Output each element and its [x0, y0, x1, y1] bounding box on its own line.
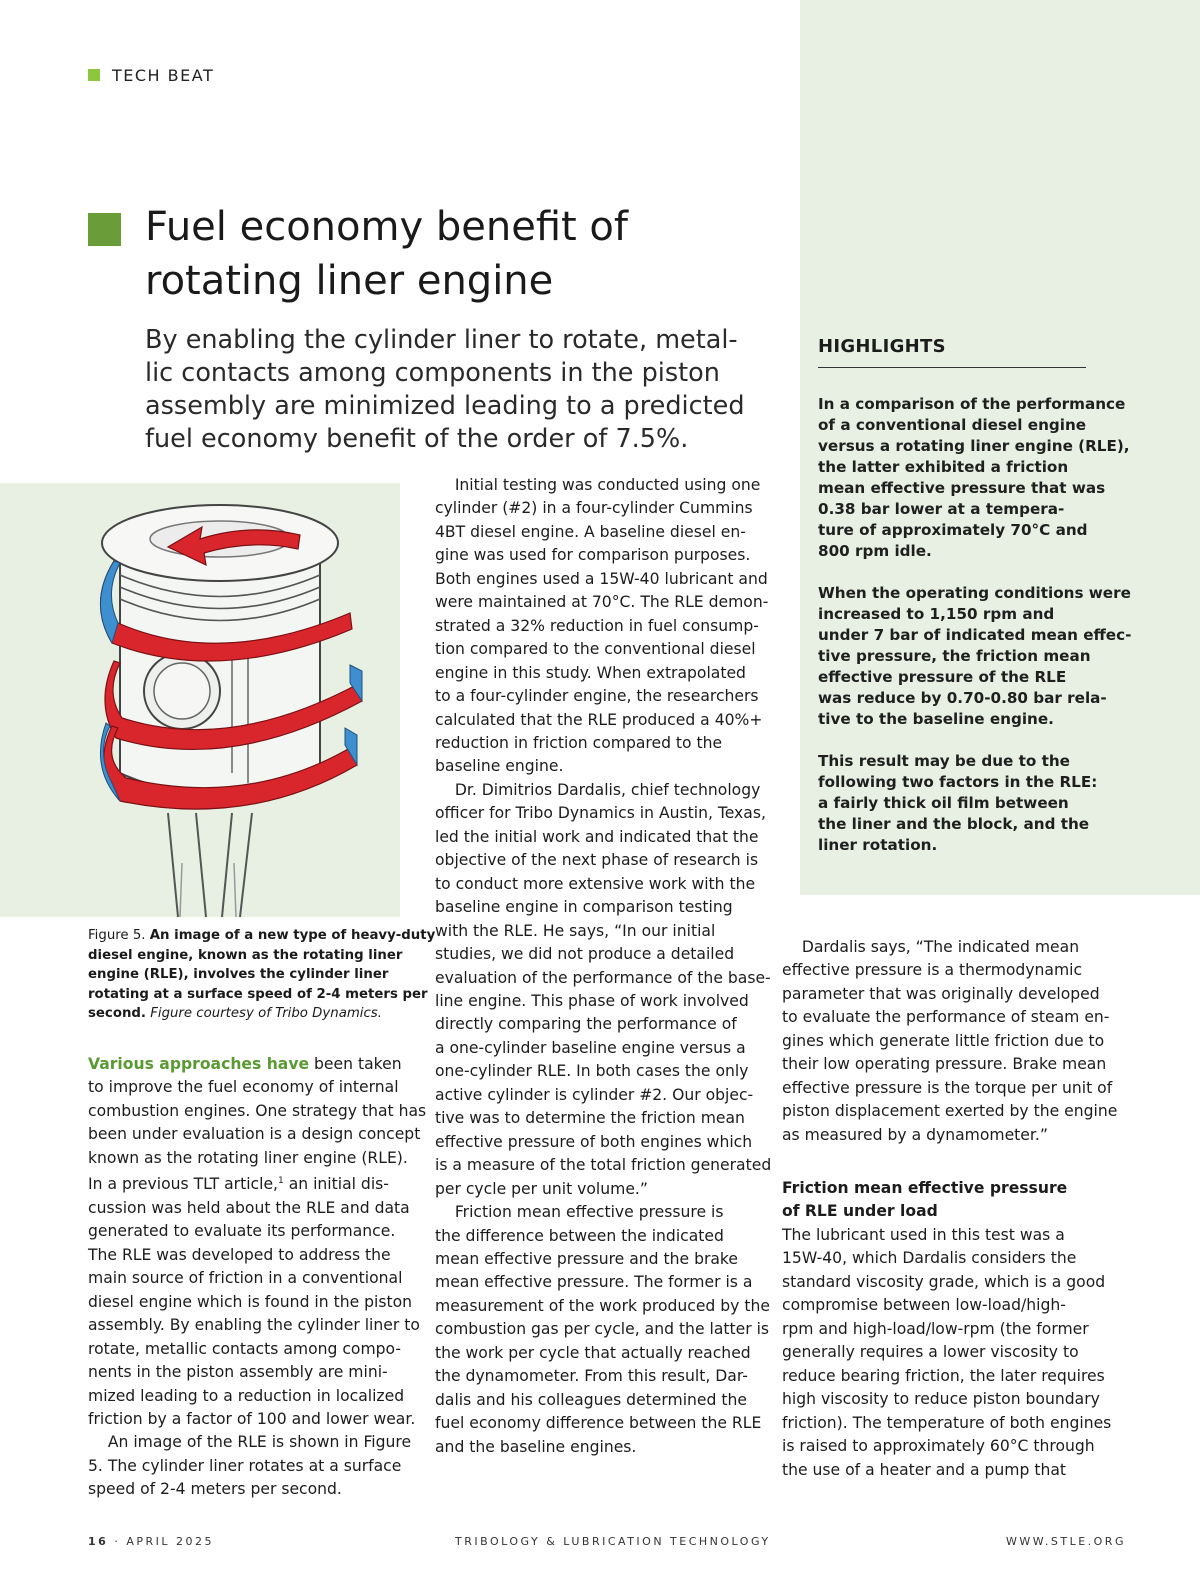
article-title: Fuel economy benefit of rotating liner engine: [145, 204, 628, 304]
article-deck: By enabling the cylinder liner to rotate, metal- lic contacts among components in the piston assembly are minimized leading to a predicted fuel economy benefit of the order of 7.5%.: [145, 325, 745, 454]
highlights-paragraph-3: This result may be due to the following two factors in the RLE: a fairly thick oil film between the liner and the block, and the liner rotation.: [818, 752, 1098, 854]
highlights-heading: HIGHLIGHTS: [818, 336, 946, 357]
page-number: 16: [88, 1535, 109, 1548]
figure-credit: Figure courtesy of Tribo Dynamics.: [146, 1006, 382, 1022]
highlights-paragraph-2: When the operating conditions increased to 1,150 rpm and under 7 bar of indicated mean effec- tive pressure, the friction mean effective pressure of the RLE was reduce by 0.70-0.80 bar rela- tive to the baseline engine.: [818, 584, 1132, 728]
lead-in: Various approaches have: [88, 1055, 310, 1073]
highlights-rule: [818, 367, 1086, 368]
section-marker: [88, 69, 100, 81]
column-left: [88, 1053, 426, 1502]
column-middle: Initial testing was conducted using one cylinder (#2) in a four-cylinder Cummins 4BT diesel engine. A baseline diesel en- gine was used for comparison purposes. Both engines used a 15W-40 lubricant and were maintained at 70°C. The RLE demon- strated a 32% reduction in fuel consump- tion compared to the conventional diesel engine in this study. When extrapolated to a four-cylinder engine, the researchers calculated that the RLE produced a 40%+ reduction in friction compared to the baseline engine. Dr. Dimitrios Dardalis, chief technology officer for Tribo Dynamics in Austin, Texas, led the initial work and indicated that the objective of the next phase of research is to conduct more extensive work with the baseline engine in comparison testing with the RLE. He says, “In our initial studies, we did not produce a detailed evaluation of the performance of the base- line engine. This phase of work involved directly comparing the performance of a one-cylinder baseline engine versus a one-cylinder RLE. In both cases the only active cylinder is cylinder #2. Our objec- tive was to determine the friction mean effective pressure of both engines which is a measure of the total friction generated per cycle per unit volume.” Friction mean effective pressure is the difference between the indicated mean effective pressure and the brake mean effective pressure. The former is a measurement of the work produced by the combustion gas per cycle, and the latter is the work per cycle that actually reached the dynamometer. From this result, Dar- dalis and his colleagues determined the fuel economy difference between the RLE and the baseline engines.: [435, 476, 772, 1456]
highlights-paragraph-1: In a comparison of the performance of a conventional diesel engine versus a rotating liner engine (RLE), the latter exhibited a friction mean effective pressure that was 0.38 bar lower at a tempera- ture of approximately 70°C and 800 rpm idle.: [818, 395, 1130, 560]
footnote-ref: 1: [278, 1176, 284, 1187]
figure-label: Figure 5.: [88, 928, 150, 943]
figure-5: [0, 483, 400, 917]
footer-left: [88, 1535, 214, 1548]
column-right-bottom: The lubricant used in this test was a 15W-40, which Dardalis considers the standard viscosity grade, which is a good compromise between low-load/high- rpm and high-load/low-rpm (the former generally requires a lower viscosity to reduce bearing friction, the later requires high viscosity to reduce piston boundary friction). The temperature of both engines is raised to approximately 60°C through the use of a heater and a pump that: [782, 1226, 1112, 1479]
column-right-top: Dardalis says, “The indicated mean effective pressure is a thermodynamic parameter that was originally developed to evaluate the performance of steam en- gines which generate little friction due to their low operating pressure. Brake mean effective pressure is the torque per unit of piston displacement exerted by the engine as measured by a dynamometer.”: [782, 938, 1118, 1144]
issue-date: APRIL 2025: [126, 1535, 214, 1548]
footer-separator: ·: [114, 1535, 121, 1548]
publication-name: TRIBOLOGY & LUBRICATION TECHNOLOGY: [455, 1535, 771, 1548]
figure-caption-bold: An image of a new type of heavy-duty diesel engine, known as the rotating liner engine (RLE), involves the cylinder liner rotating at a surface speed of 2-4 meters per second.: [88, 928, 436, 1022]
section-label: TECH BEAT: [112, 66, 215, 85]
column-left-body-2: an initial dis- cussion was held about the RLE and data generated to evaluate its performance. The RLE was developed to address the main source of friction in a conventional diesel engine which is found in the piston assembly. By enabling the cylinder liner to rotate, metallic contacts among compo- nents in the piston assembly are mini- mized leading to a reduction in localized friction by a factor of 100 and lower wear. An image of the RLE is shown in Figure 5. The cylinder liner rotates at a surface speed of 2-4 meters per second.: [88, 1175, 420, 1499]
column-left-body: been taken to improve the fuel economy of internal combustion engines. One strategy that has been under evaluation is a design concept known as the rotating liner engine (RLE). In a previous TLT article,: [88, 1055, 427, 1194]
rotating-liner-engine-illustration: [0, 483, 400, 917]
title-marker: [88, 213, 121, 246]
website: WWW.STLE.ORG: [1006, 1535, 1126, 1548]
subheading: Friction mean effective pressure of RLE under load: [782, 1179, 1068, 1221]
figure-caption: [88, 926, 436, 1024]
